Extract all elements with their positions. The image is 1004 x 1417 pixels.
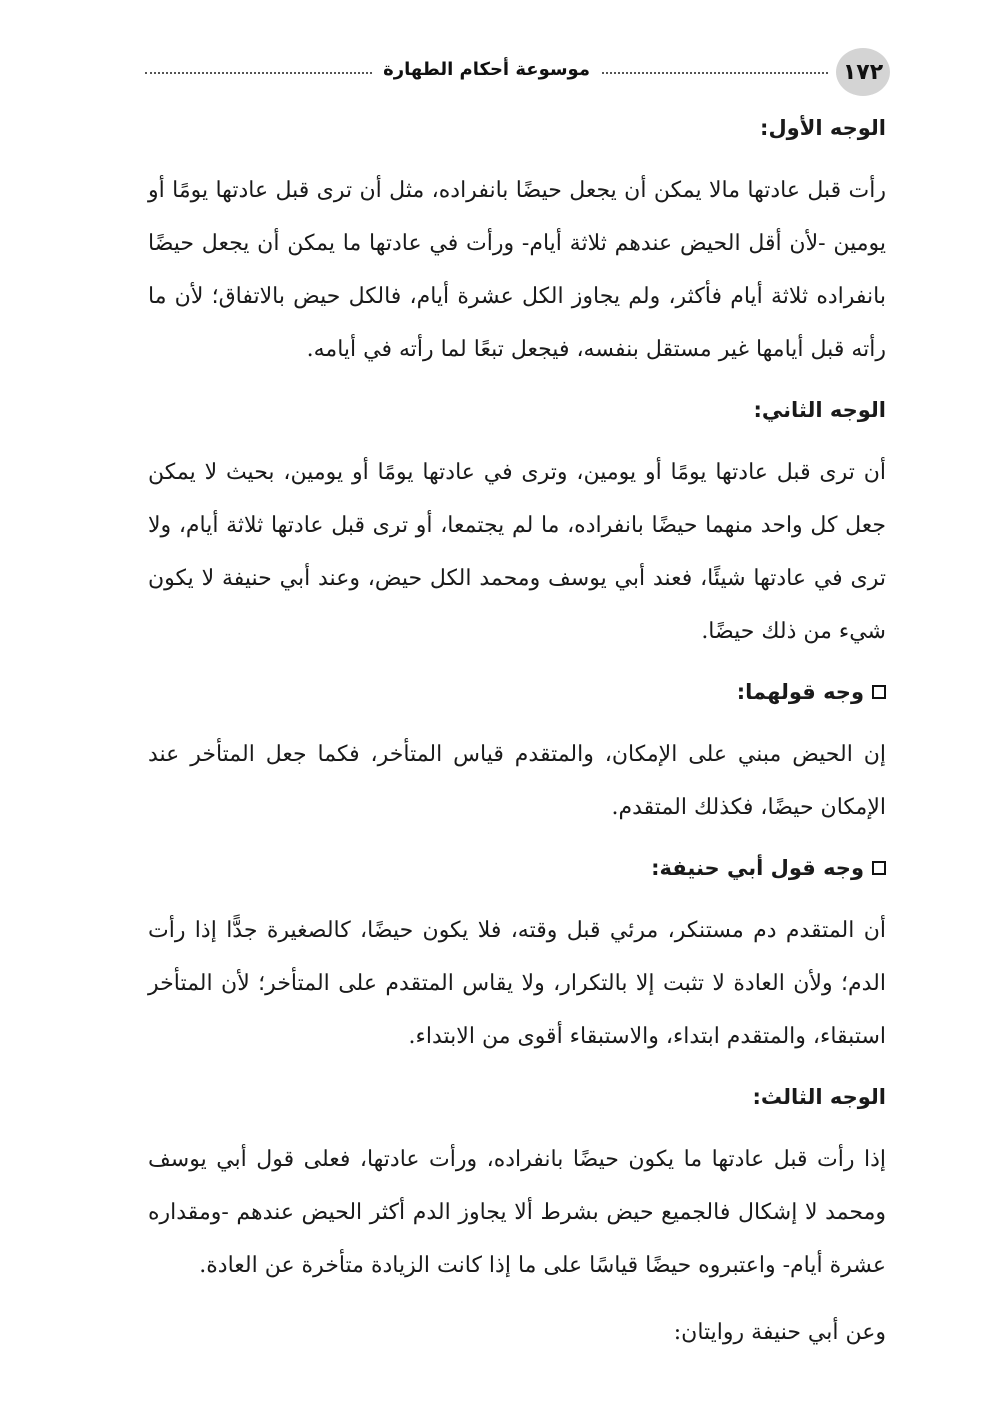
paragraph-abu-hanifa-view: أن المتقدم دم مستنكر، مرئي قبل وقته، فلا يكون حيضًا، كالصغيرة جدًّا إذا رأت الدم؛ ولأن العادة لا تثبت إلا بالتكرار، ولا يقاس المتقدم على المتأخر؛ لأن المتأخر استبقاء، والمتقدم ابتداء، والاستبقاء أقوى من الابتداء. — [148, 918, 887, 1049]
checkbox-square-icon — [872, 861, 886, 875]
section-heading-their-view — [148, 672, 886, 712]
page-header — [140, 40, 890, 98]
heading-text: وجه قول أبي حنيفة: — [651, 856, 864, 880]
running-title: موسوعة أحكام الطهارة — [373, 56, 600, 84]
section-heading-third-case: الوجه الثالث: — [752, 1085, 886, 1109]
heading-text: وجه قولهما: — [736, 680, 864, 704]
paragraph-first-case: رأت قبل عادتها مالا يمكن أن يجعل حيضًا بانفراده، مثل أن ترى قبل عادتها يومًا أو يومين -لأن أقل الحيض عندهم ثلاثة أيام- ورأت في عادتها ما يمكن أن يجعل حيضًا بانفراده ثلاثة أيام فأكثر، ولم يجاوز الكل عشرة أيام، فالكل حيض بالاتفاق؛ لأن ما رأته قبل أيامها غير مستقل بنفسه، فيجعل تبعًا لما رأته في أيامه. — [148, 178, 886, 362]
checkbox-square-icon — [872, 685, 886, 699]
page-number-badge: ١٧٢ — [836, 48, 890, 96]
section-heading-second-case: الوجه الثاني: — [753, 398, 886, 422]
section-heading-abu-hanifa-view — [148, 848, 886, 888]
paragraph-their-view: إن الحيض مبني على الإمكان، والمتقدم قياس المتأخر، فكما جعل المتأخر عند الإمكان حيضًا، فكذلك المتقدم. — [148, 742, 886, 820]
paragraph-third-case: إذا رأت قبل عادتها ما يكون حيضًا بانفراده، ورأت عادتها، فعلى قول أبي يوسف ومحمد لا إشكال فالجميع حيض بشرط ألا يجاوز الدم أكثر الحيض عندهم -ومقداره عشرة أيام- واعتبروه حيضًا قياسًا على ما إذا كانت الزيادة متأخرة عن العادة. — [148, 1147, 886, 1278]
page-body — [148, 108, 886, 1373]
paragraph-second-case: أن ترى قبل عادتها يومًا أو يومين، وترى في عادتها يومًا أو يومين، بحيث لا يمكن جعل كل واحد منهما حيضًا بانفراده، ما لم يجتمعا، أو ترى قبل عادتها ثلاثة أيام، ولا ترى في عادتها شيئًا، فعند أبي يوسف ومحمد الكل حيض، وعند أبي حنيفة لا يكون شيء من ذلك حيضًا. — [148, 460, 886, 644]
closing-line: وعن أبي حنيفة روايتان: — [673, 1320, 886, 1345]
section-heading-first-case: الوجه الأول: — [760, 116, 886, 140]
